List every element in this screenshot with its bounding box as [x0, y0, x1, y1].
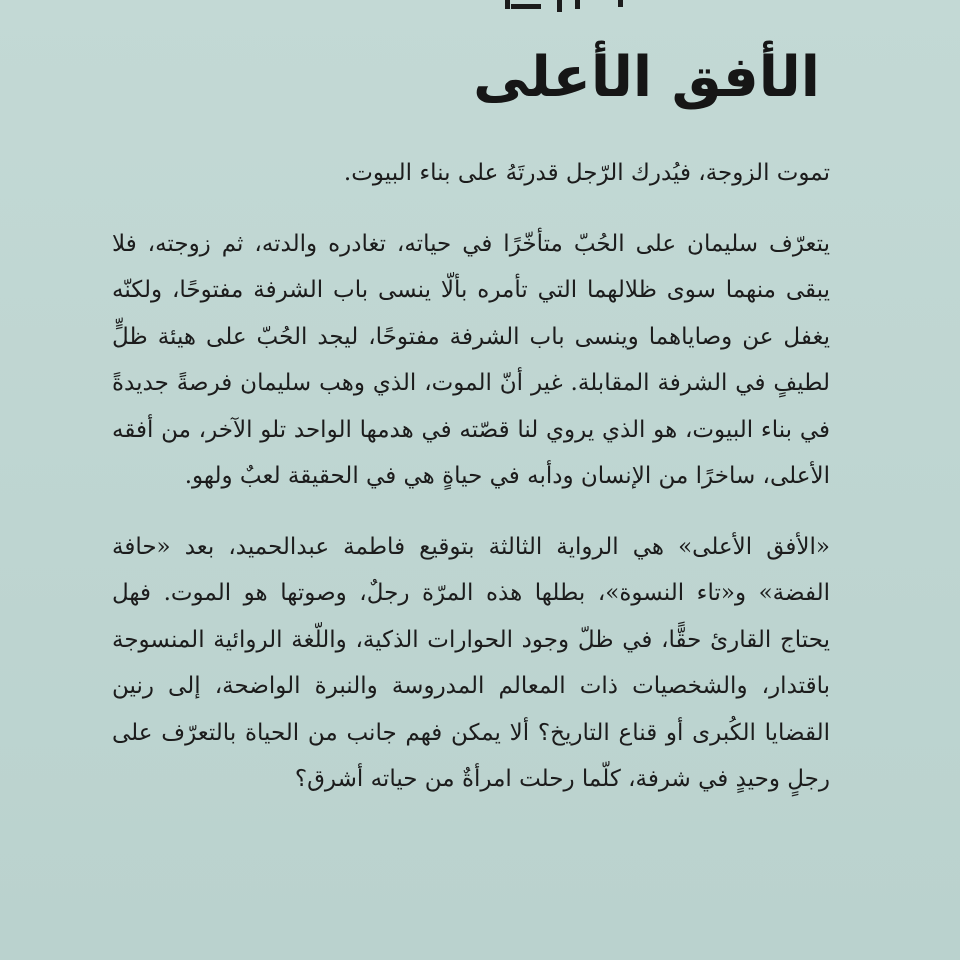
- cropped-ornament: [505, 0, 625, 14]
- blurb-paragraph: تموت الزوجة، فيُدرك الرّجل قدرتَهُ على بناء البيوت.: [343, 160, 830, 186]
- blurb-text: [112, 150, 830, 827]
- book-title: الأفق الأعلى: [473, 45, 820, 110]
- blurb-paragraph: «الأفق الأعلى» هي الرواية الثالثة بتوقيع فاطمة عبدالحميد، بعد «حافة الفضة» و«تاء النسوة»، بطلها هذه المرّة رجلٌ، وصوتها هو الموت. فهل يحتاج القارئ حقًّا، في ظلّ وجود الحوارات الذكية، واللّغة الروائية المنسوجة باقتدار، والشخصيات ذات المعالم المدروسة والنبرة الواضحة، إلى رنين القضايا الكُبرى أو قناع التاريخ؟ ألا يمكن فهم جانب من الحياة بالتعرّف على رجلٍ وحيدٍ في شرفة، كلّما رحلت امرأةٌ من حياته أشرق؟: [112, 533, 830, 792]
- blurb-paragraph: يتعرّف سليمان على الحُبّ متأخّرًا في حياته، تغادره والدته، ثم زوجته، فلا يبقى منهما سوى ظلالهما التي تأمره بألّا ينسى باب الشرفة مفتوحًا، ولكنّه يغفل عن وصاياهما وينسى باب الشرفة مفتوحًا، ليجد الحُبّ على هيئة ظلٍّ لطيفٍ في الشرفة المقابلة. غير أنّ الموت، الذي وهب سليمان فرصةً جديدةً في بناء البيوت، هو الذي يروي لنا قصّته في هدمها الواحد تلو الآخر، من أفقه الأعلى، ساخرًا من الإنسان ودأبه في حياةٍ هي في الحقيقة لعبٌ ولهو.: [112, 230, 830, 489]
